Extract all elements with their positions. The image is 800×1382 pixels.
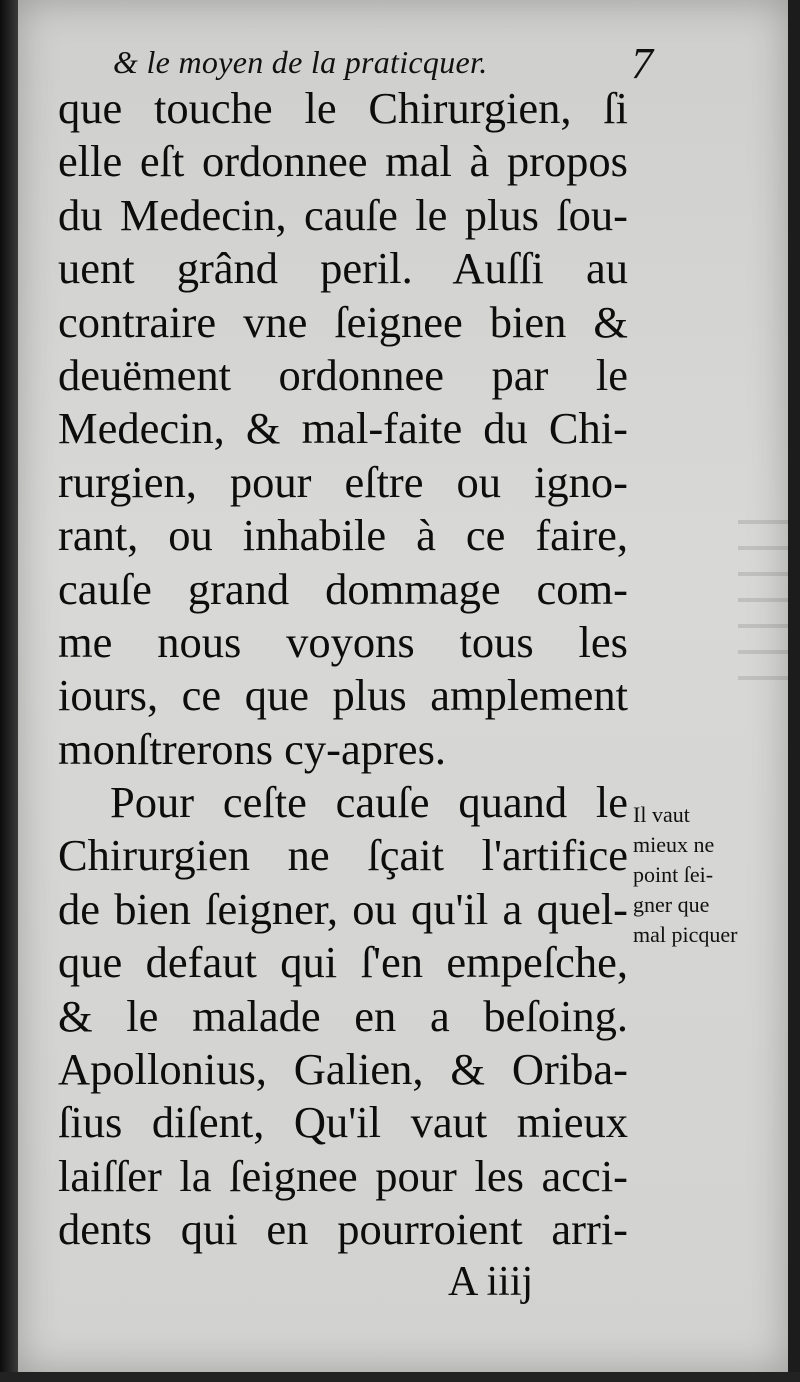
marginal-note-line: mieux ne	[633, 832, 715, 857]
text-line: contraire vne ſeignee bien &	[58, 296, 628, 347]
text-line: me nous voyons tous les	[58, 616, 628, 667]
text-line: iours, ce que plus amplement	[58, 670, 628, 721]
show-through-text	[738, 520, 788, 680]
page-number: 7	[631, 39, 653, 88]
text-line: ſius diſent, Qu'il vaut mieux	[58, 1097, 628, 1148]
text-line: Pour ceſte cauſe quand le	[110, 777, 628, 828]
marginal-note-line: mal picquer	[633, 922, 738, 947]
text-line: Medecin, & mal-faite du Chi-	[58, 403, 628, 454]
text-line: que touche le Chirurgien, ſi	[58, 83, 628, 133]
book-page	[18, 0, 788, 1372]
running-head: & le moyen de la praticquer.	[113, 44, 488, 80]
book-gutter-edge	[0, 0, 18, 1382]
text-line: cauſe grand dommage com-	[58, 563, 628, 614]
text-line: rurgien, pour eſtre ou igno-	[58, 456, 628, 507]
text-line: deuëment ordonnee par le	[58, 349, 628, 400]
text-line: du Medecin, cauſe le plus ſou-	[58, 189, 628, 240]
marginal-note	[633, 800, 783, 950]
page-bottom-edge	[0, 1372, 800, 1382]
text-line: & le malade en a beſoing.	[58, 990, 628, 1041]
marginal-note-line: gner que	[633, 892, 710, 917]
text-line: monſtrerons cy-apres.	[58, 723, 447, 774]
page-header	[113, 38, 653, 88]
text-line: Apollonius, Galien, & Oriba-	[58, 1044, 628, 1095]
text-line: elle eſt ordonnee mal à propos	[58, 136, 628, 187]
marginal-note-line: Il vaut	[633, 802, 690, 827]
catchword: A iiij	[448, 1259, 534, 1305]
text-line: que defaut qui ſ'en empeſche,	[58, 937, 628, 988]
text-line: Chirurgien ne ſçait l'artifice	[58, 830, 628, 881]
main-text-block	[58, 82, 628, 1257]
text-line: dents qui en pourroient arri-	[58, 1204, 628, 1255]
text-line: de bien ſeigner, ou qu'il a quel-	[58, 883, 628, 934]
marginal-note-line: point ſei-	[633, 862, 714, 887]
text-line: laiſſer la ſeignee pour les acci-	[58, 1150, 628, 1201]
text-line: rant, ou inhabile à ce faire,	[58, 510, 628, 561]
text-line: uent grând peril. Auſſi au	[58, 243, 628, 294]
